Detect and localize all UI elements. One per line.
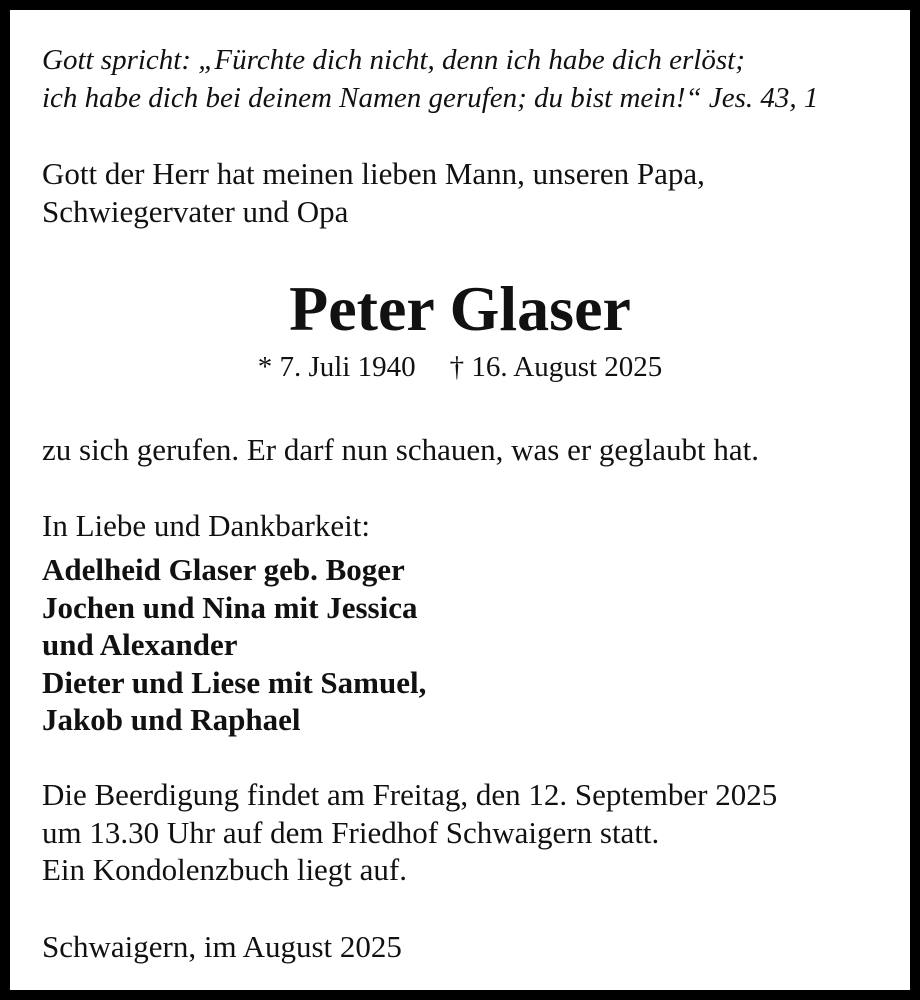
birth-date: * 7. Juli 1940 [257,351,416,383]
funeral-line-1: Die Beerdigung findet am Freitag, den 12. September 2025 [42,777,778,812]
death-date: † 16. August 2025 [449,351,663,383]
mourner-line: und Alexander [42,627,238,662]
funeral-line-2: um 13.30 Uhr auf dem Friedhof Schwaigern statt. [42,815,660,850]
deceased-name: Peter Glaser [289,273,631,344]
mourners-heading: In Liebe und Dankbarkeit: [42,508,370,543]
place-date: Schwaigern, im August 2025 [42,929,402,964]
mourner-line: Jakob und Raphael [42,702,301,737]
called-line: zu sich gerufen. Er darf nun schauen, was er geglaubt hat. [42,432,760,467]
verse-line-2: ich habe dich bei deinem Namen gerufen; du bist mein!“ Jes. 43, 1 [42,82,819,114]
verse-line-1: Gott spricht: „Fürchte dich nicht, denn ich habe dich erlöst; [42,44,745,76]
mourner-line: Jochen und Nina mit Jessica [42,590,418,625]
mourner-line: Adelheid Glaser geb. Boger [42,552,405,587]
intro-line-2: Schwiegervater und Opa [42,194,349,229]
intro-line-1: Gott der Herr hat meinen lieben Mann, unseren Papa, [42,156,705,191]
mourner-line: Dieter und Liese mit Samuel, [42,665,427,700]
life-dates [10,348,910,386]
funeral-line-3: Ein Kondolenzbuch liegt auf. [42,852,408,887]
